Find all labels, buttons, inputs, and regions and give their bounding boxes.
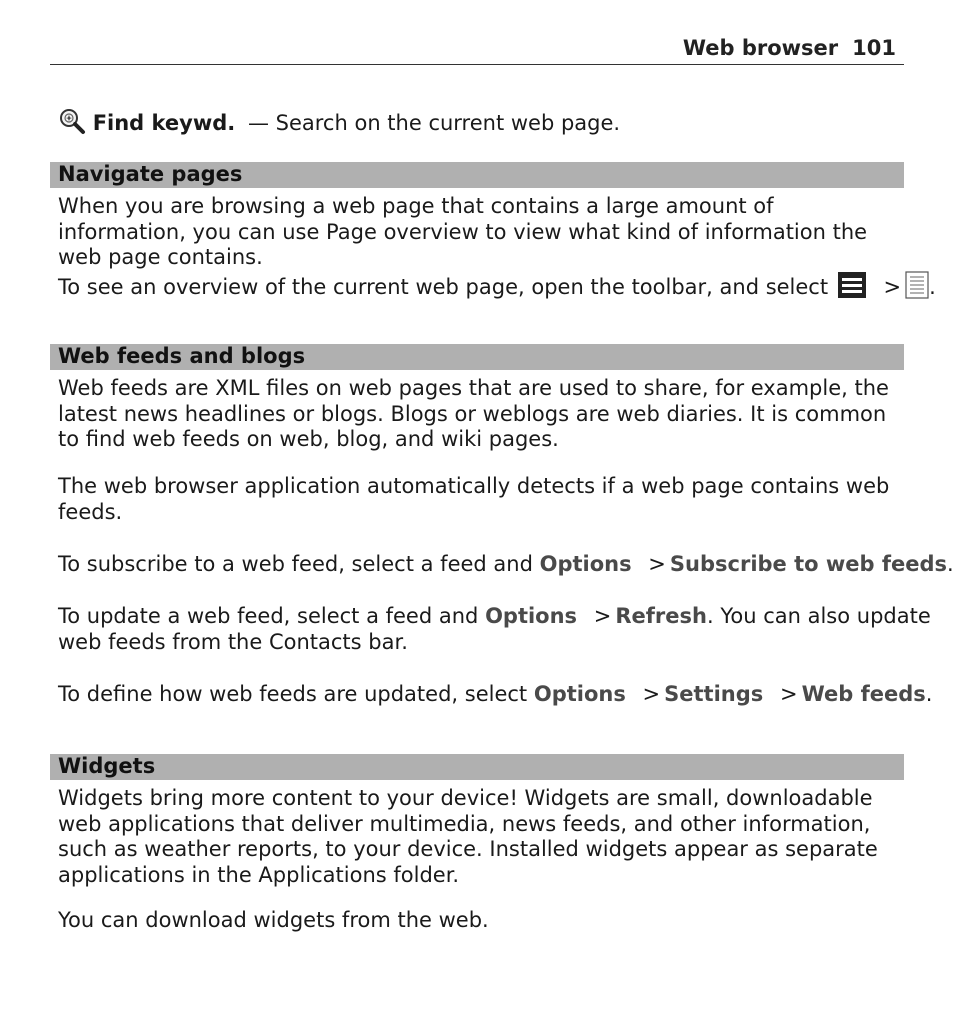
toolbar-menu-icon: [837, 271, 867, 305]
page-header: [50, 34, 904, 65]
feeds-paragraph-4-line-2: web feeds from the Contacts bar.: [58, 630, 408, 654]
navigate-paragraph-1: When you are browsing a web page that contains a large amount of information, you can use Page overview to view what kind of information the web page contains.: [58, 194, 868, 269]
find-keyword-description: — Search on the current web page.: [247, 111, 621, 135]
separator: >: [648, 552, 666, 576]
page-number: 101: [852, 36, 896, 60]
feeds-paragraph-5: [58, 681, 932, 707]
options-command: Options: [533, 682, 626, 706]
feeds-paragraph-4: [58, 603, 931, 629]
feeds-paragraph-1: Web feeds are XML files on web pages that are used to share, for example, the latest news headlines or blogs. Blogs or weblogs are web diaries. It is common to find web feeds on web, blog, and wiki pages.: [58, 376, 889, 451]
section-title: Navigate pages: [58, 162, 243, 186]
section-heading-feeds: [50, 344, 904, 370]
find-keyword-line: [58, 107, 620, 141]
page-overview-icon: [905, 271, 929, 305]
running-header: [683, 36, 896, 60]
refresh-command: Refresh: [615, 604, 707, 628]
update-instruction: To update a web feed, select a feed and: [58, 604, 479, 628]
section-heading-widgets: [50, 754, 904, 780]
separator: >: [883, 275, 902, 299]
period: .: [925, 682, 933, 706]
options-command: Options: [485, 604, 578, 628]
section-title: Web feeds and blogs: [58, 344, 306, 368]
magnifier-icon: [58, 107, 86, 141]
period: .: [929, 275, 936, 299]
widgets-paragraph-2: You can download widgets from the web.: [58, 908, 489, 932]
subscribe-instruction: To subscribe to a web feed, select a feed and: [58, 552, 533, 576]
separator: >: [642, 682, 661, 706]
settings-command: Settings: [664, 682, 764, 706]
section-heading-navigate: [50, 162, 904, 188]
define-instruction: To define how web feeds are updated, select: [58, 682, 528, 706]
period: .: [947, 552, 954, 576]
navigate-instruction: To see an overview of the current web page, open the toolbar, and select: [58, 275, 829, 299]
separator: >: [779, 682, 798, 706]
feeds-paragraph-2: The web browser application automatically detects if a web page contains web feeds.: [58, 474, 890, 524]
web-feeds-command: Web feeds: [801, 682, 926, 706]
feeds-paragraph-3: [58, 551, 954, 577]
find-keyword-label: Find keywd.: [92, 111, 236, 135]
widgets-paragraph-1: Widgets bring more content to your device! Widgets are small, downloadable web applications that deliver multimedia, news feeds, and other information, such as weather reports, to your device. Installed widgets appear as separate applications in the Applications folder.: [58, 786, 878, 887]
section-title: Widgets: [58, 754, 156, 778]
separator: >: [593, 604, 612, 628]
header-title: Web browser: [682, 36, 839, 60]
options-command: Options: [539, 552, 632, 576]
update-note: . You can also update: [706, 604, 931, 628]
navigate-paragraph-2: [58, 271, 936, 305]
subscribe-command: Subscribe to web feeds: [669, 552, 948, 576]
